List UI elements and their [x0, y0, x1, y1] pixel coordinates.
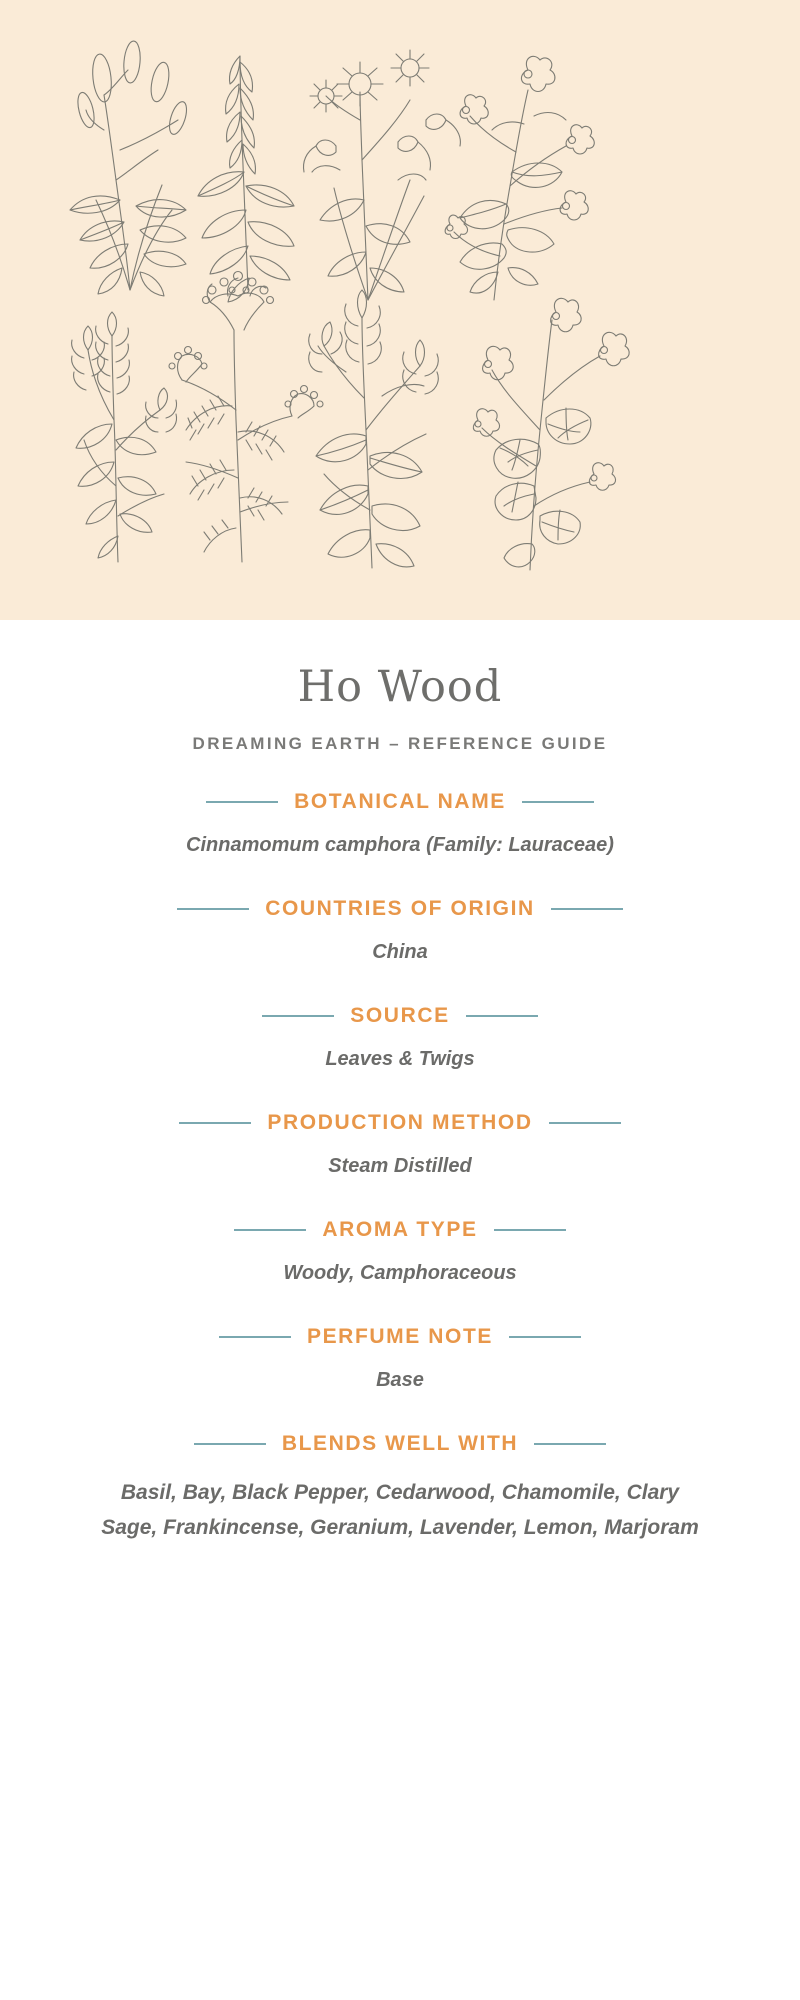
section-heading [80, 1004, 720, 1028]
divider-rule-right [534, 1443, 606, 1445]
botanical-illustration-canvas [0, 0, 800, 620]
divider-rule-right [551, 908, 623, 910]
divider-rule-left [262, 1015, 334, 1017]
divider-rule-right [509, 1336, 581, 1338]
section-value: Basil, Bay, Black Pepper, Cedarwood, Chamomile, Clary Sage, Frankincense, Geranium, Lavender, Lemon, Marjoram [101, 1481, 699, 1539]
divider-rule-left [206, 801, 278, 803]
plant-icon-lavender [198, 56, 294, 302]
plant-icon-yarrow [169, 272, 323, 563]
plant-icon-sage [309, 290, 439, 568]
divider-rule-right [494, 1229, 566, 1231]
section-value: China [372, 941, 428, 963]
section-label: SOURCE [350, 1004, 450, 1027]
section-countries-of-origin [0, 861, 800, 968]
section-value: Woody, Camphoraceous [283, 1262, 517, 1284]
plant-icon-burnet [70, 40, 190, 296]
section-value: Base [376, 1369, 424, 1391]
section-label: PERFUME NOTE [306, 1325, 494, 1348]
section-label: BLENDS WELL WITH [281, 1432, 519, 1455]
section-value: Cinnamomum camphora (Family: Lauraceae) [186, 834, 614, 856]
section-label: BOTANICAL NAME [294, 790, 506, 813]
plant-icon-dandelion [304, 50, 461, 300]
section-heading [80, 897, 720, 921]
section-botanical-name [0, 754, 800, 861]
section-label: PRODUCTION METHOD [267, 1111, 533, 1134]
section-heading [80, 790, 720, 814]
plant-icon-geranium [473, 298, 629, 570]
section-blends-well-with [0, 1396, 800, 1545]
section-heading [80, 1218, 720, 1242]
section-value: Leaves & Twigs [325, 1048, 475, 1070]
plant-icon-hyssop [72, 312, 177, 562]
plant-icon-mallow [445, 56, 594, 300]
section-heading [80, 1111, 720, 1135]
divider-rule-left [194, 1443, 266, 1445]
section-perfume-note [0, 1289, 800, 1396]
section-heading [80, 1432, 720, 1456]
divider-rule-right [549, 1122, 621, 1124]
divider-rule-left [179, 1122, 251, 1124]
section-heading [80, 1325, 720, 1349]
divider-rule-right [522, 801, 594, 803]
section-label: AROMA TYPE [322, 1218, 478, 1241]
section-source [0, 968, 800, 1075]
section-label: COUNTRIES OF ORIGIN [265, 897, 535, 920]
reference-guide-content [0, 620, 800, 2000]
divider-rule-left [177, 908, 249, 910]
section-aroma-type [0, 1182, 800, 1289]
botanical-illustrations-svg [0, 0, 800, 620]
divider-rule-left [219, 1336, 291, 1338]
section-value: Steam Distilled [328, 1155, 472, 1177]
divider-rule-right [466, 1015, 538, 1017]
divider-rule-left [234, 1229, 306, 1231]
section-production-method [0, 1075, 800, 1182]
page-subtitle: DREAMING EARTH – REFERENCE GUIDE [192, 734, 608, 753]
page-title: Ho Wood [297, 662, 503, 712]
botanical-illustration-banner [0, 0, 800, 620]
